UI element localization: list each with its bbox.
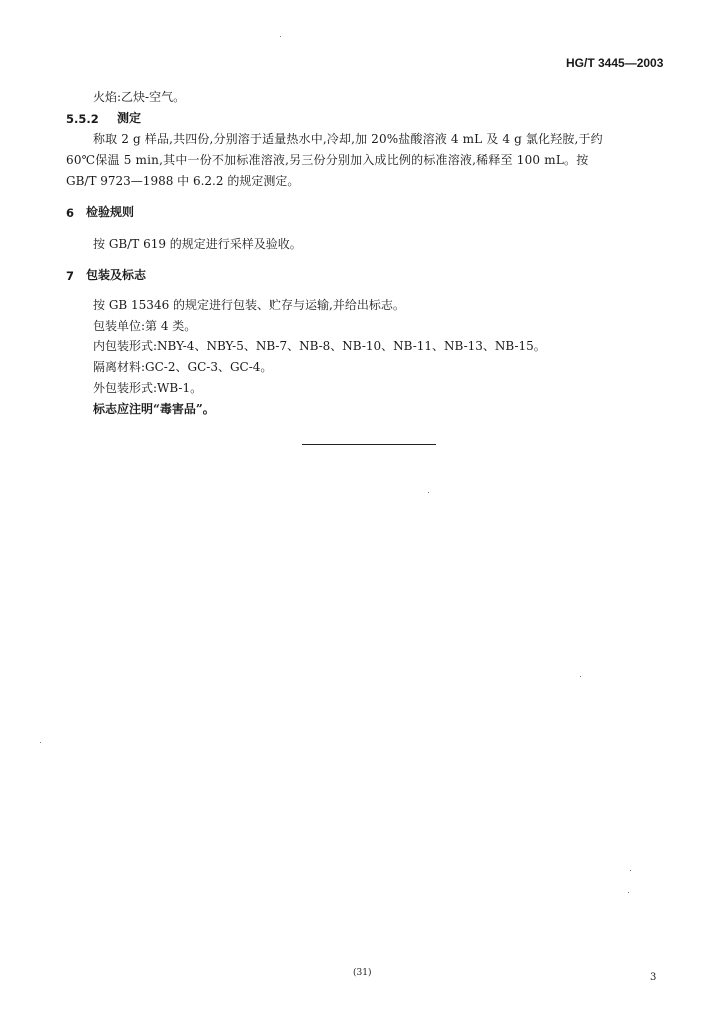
section-5-5-2-title: 测定	[117, 111, 142, 125]
section-6-number: 6	[66, 206, 75, 220]
speck	[428, 492, 429, 493]
speck	[580, 676, 581, 677]
section-7-number: 7	[66, 269, 75, 283]
section-5-5-2-line-3: GB/T 9723—1988 中 6.2.2 的规定测定。	[66, 174, 300, 188]
standard-number: HG/T 3445—2003	[566, 56, 664, 70]
flame-line: 火焰:乙炔-空气。	[93, 90, 186, 104]
end-rule	[302, 444, 436, 445]
section-7-line-5: 外包装形式:WB-1。	[93, 381, 203, 395]
section-7-title: 包装及标志	[86, 268, 147, 282]
speck	[280, 36, 281, 37]
page-number: 3	[650, 972, 657, 983]
section-7-line-6: 标志应注明“毒害品”。	[93, 402, 215, 416]
section-7-line-3: 内包装形式:NBY-4、NBY-5、NB-7、NB-8、NB-10、NB-11、NB-13、NB-15。	[93, 339, 546, 353]
section-6-title: 检验规则	[86, 205, 135, 219]
footer-center-number: (31)	[353, 968, 372, 978]
section-7-line-4: 隔离材料:GC-2、GC-3、GC-4。	[93, 360, 273, 374]
section-7-line-2: 包装单位:第 4 类。	[93, 319, 197, 333]
section-5-5-2-line-1: 称取 2 g 样品,共四份,分别溶于适量热水中,冷却,加 20%盐酸溶液 4 mL 及 4 g 氯化羟胺,于约	[93, 132, 603, 146]
speck	[630, 870, 631, 871]
section-6-line-1: 按 GB/T 619 的规定进行采样及验收。	[93, 237, 302, 251]
speck	[628, 892, 629, 893]
section-5-5-2-line-2: 60℃保温 5 min,其中一份不加标准溶液,另三份分别加入成比例的标准溶液,稀释至 100 mL。按	[66, 153, 589, 167]
section-7-line-1: 按 GB 15346 的规定进行包装、贮存与运输,并给出标志。	[93, 298, 405, 312]
section-5-5-2-number: 5.5.2	[66, 112, 99, 126]
speck	[40, 742, 41, 743]
